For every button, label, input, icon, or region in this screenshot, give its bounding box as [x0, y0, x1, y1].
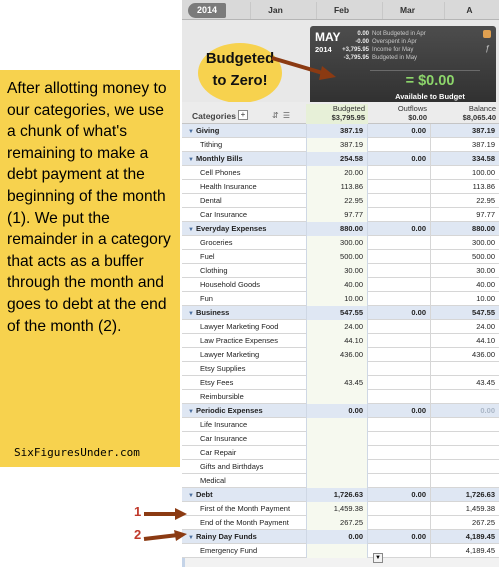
budgeted-column-header: Budgeted $3,795.95 — [306, 104, 368, 124]
outflows-cell — [368, 502, 430, 516]
budgeted-cell[interactable] — [306, 544, 368, 558]
balance-cell — [430, 460, 499, 474]
category-row[interactable] — [182, 138, 499, 152]
summary-line: +3,795.95 Income for May — [342, 47, 414, 53]
dropdown-toggle-icon[interactable]: ▼ — [373, 553, 383, 563]
category-group-row[interactable] — [182, 530, 499, 544]
category-name[interactable]: Emergency Fund — [200, 546, 258, 555]
category-name[interactable]: Car Repair — [200, 448, 237, 457]
category-row[interactable] — [182, 446, 499, 460]
category-name[interactable]: First of the Month Payment — [200, 504, 291, 513]
category-row[interactable] — [182, 250, 499, 264]
outflows-cell — [368, 446, 430, 460]
outflows-cell — [368, 194, 430, 208]
outflows-cell — [368, 320, 430, 334]
collapse-triangle-icon[interactable]: ▼ — [188, 157, 194, 163]
balance-cell: 500.00 — [430, 250, 499, 264]
balance-cell: 387.19 — [430, 138, 499, 152]
balance-cell: 43.45 — [430, 376, 499, 390]
summary-month: MAY — [315, 30, 341, 44]
category-row[interactable] — [182, 362, 499, 376]
balance-cell — [430, 418, 499, 432]
collapse-triangle-icon[interactable]: ▼ — [188, 409, 194, 415]
outflows-cell — [368, 292, 430, 306]
add-category-button[interactable]: + — [238, 110, 248, 120]
balance-cell: 880.00 — [430, 222, 499, 236]
summary-line: -0.00 Overspent in Apr — [355, 39, 417, 45]
budgeted-cell[interactable]: 387.19 — [306, 124, 368, 138]
outflows-cell: 0.00 — [411, 126, 426, 135]
budgeted-cell[interactable]: 113.86 — [306, 180, 368, 194]
budgeted-cell[interactable]: 10.00 — [306, 292, 368, 306]
category-row[interactable] — [182, 180, 499, 194]
budgeted-cell[interactable]: 500.00 — [306, 250, 368, 264]
outflows-cell — [368, 138, 430, 152]
balance-cell: 30.00 — [430, 264, 499, 278]
category-name[interactable]: Fuel — [200, 252, 215, 261]
category-name[interactable]: Law Practice Expenses — [200, 336, 278, 345]
budgeted-cell[interactable]: 254.58 — [306, 152, 368, 166]
outflows-cell — [368, 236, 430, 250]
outflows-cell — [368, 166, 430, 180]
category-group-row[interactable] — [182, 124, 499, 138]
budgeted-cell[interactable] — [306, 362, 368, 376]
balance-cell — [430, 474, 499, 488]
category-row[interactable] — [182, 348, 499, 362]
month-tab-feb[interactable]: Feb — [316, 2, 366, 19]
category-row[interactable] — [182, 334, 499, 348]
flag-icon[interactable] — [483, 30, 491, 38]
outflows-cell — [368, 376, 430, 390]
budgeted-cell[interactable]: 267.25 — [306, 516, 368, 530]
marker-arrow-icon — [142, 507, 188, 521]
category-group-row[interactable] — [182, 488, 499, 502]
collapse-triangle-icon[interactable]: ▼ — [188, 129, 194, 135]
category-name[interactable]: ▼ Debt — [188, 490, 213, 499]
category-name[interactable]: Reimbursible — [200, 392, 244, 401]
balance-column-header: Balance $8,065.40 — [462, 104, 496, 122]
site-credit: SixFiguresUnder.com — [14, 446, 140, 459]
balance-cell: 97.77 — [430, 208, 499, 222]
budgeted-cell[interactable]: 0.00 — [306, 530, 368, 544]
budgeted-cell[interactable]: 1,726.63 — [306, 488, 368, 502]
month-tab-apr[interactable]: A — [444, 2, 494, 19]
category-row[interactable] — [182, 194, 499, 208]
categories-header[interactable]: Categories — [192, 111, 236, 121]
balance-cell: 100.00 — [430, 166, 499, 180]
category-name[interactable]: Dental — [200, 196, 222, 205]
category-name[interactable]: Lawyer Marketing — [200, 350, 260, 359]
category-group-row[interactable] — [182, 306, 499, 320]
balance-cell — [430, 432, 499, 446]
category-name[interactable]: Household Goods — [200, 280, 261, 289]
category-name[interactable]: Medical — [200, 476, 226, 485]
budgeted-cell[interactable]: 20.00 — [306, 166, 368, 180]
collapse-triangle-icon[interactable]: ▼ — [188, 311, 194, 317]
budgeted-cell[interactable]: 547.55 — [306, 306, 368, 320]
callout-text: Budgeted to Zero! — [205, 51, 275, 89]
budgeted-cell[interactable]: 97.77 — [306, 208, 368, 222]
category-name[interactable]: Gifts and Birthdays — [200, 462, 264, 471]
category-name[interactable]: ▼ Rainy Day Funds — [188, 532, 257, 541]
category-name[interactable]: Fun — [200, 294, 213, 303]
month-tab-jan[interactable]: Jan — [250, 2, 300, 19]
collapse-triangle-icon[interactable]: ▼ — [188, 493, 194, 499]
balance-cell — [430, 362, 499, 376]
budgeted-cell[interactable]: 30.00 — [306, 264, 368, 278]
outflows-cell — [368, 264, 430, 278]
category-row[interactable] — [182, 516, 499, 530]
budgeted-cell[interactable]: 43.45 — [306, 376, 368, 390]
summary-year: 2014 — [315, 45, 332, 54]
balance-cell: 113.86 — [430, 180, 499, 194]
outflows-cell — [368, 516, 430, 530]
category-name[interactable]: Car Insurance — [200, 434, 248, 443]
balance-cell: 44.10 — [430, 334, 499, 348]
balance-cell: 4,189.45 — [430, 544, 499, 558]
category-name[interactable]: Etsy Supplies — [200, 364, 246, 373]
month-bar — [182, 0, 499, 20]
balance-cell — [430, 446, 499, 460]
budgeted-cell[interactable]: 387.19 — [306, 138, 368, 152]
outflows-cell: 0.00 — [411, 224, 426, 233]
budgeted-cell[interactable]: 880.00 — [306, 222, 368, 236]
category-row[interactable] — [182, 208, 499, 222]
category-name[interactable]: ▼ Monthly Bills — [188, 154, 243, 163]
collapse-triangle-icon[interactable]: ▼ — [188, 535, 194, 541]
category-group-row[interactable] — [182, 152, 499, 166]
budgeted-cell[interactable] — [306, 460, 368, 474]
category-name[interactable]: Cell Phones — [200, 168, 241, 177]
category-row[interactable] — [182, 460, 499, 474]
balance-cell: 1,459.38 — [430, 502, 499, 516]
outflows-cell: 0.00 — [411, 308, 426, 317]
column-header — [182, 102, 499, 124]
budgeted-cell[interactable] — [306, 474, 368, 488]
category-row[interactable] — [182, 544, 499, 558]
available-to-budget-label: Available to Budget — [395, 92, 465, 101]
outflows-cell: 0.00 — [411, 490, 426, 499]
balance-cell: 267.25 — [430, 516, 499, 530]
category-row[interactable] — [182, 376, 499, 390]
outflows-cell — [368, 250, 430, 264]
category-name[interactable]: Etsy Fees — [200, 378, 234, 387]
budgeted-cell[interactable] — [306, 432, 368, 446]
budgeted-cell[interactable] — [306, 446, 368, 460]
balance-cell: 40.00 — [430, 278, 499, 292]
category-group-row[interactable] — [182, 404, 499, 418]
category-group-row[interactable] — [182, 222, 499, 236]
category-row[interactable] — [182, 320, 499, 334]
budgeted-cell[interactable]: 1,459.38 — [306, 502, 368, 516]
outflows-cell — [368, 474, 430, 488]
category-name[interactable]: ▼ Giving — [188, 126, 220, 135]
budgeted-cell[interactable]: 44.10 — [306, 334, 368, 348]
category-name[interactable]: Clothing — [200, 266, 228, 275]
callout-arrow-icon — [270, 52, 350, 82]
balance-cell: 24.00 — [430, 320, 499, 334]
outflows-cell — [368, 180, 430, 194]
outflows-cell — [368, 208, 430, 222]
month-tab-mar[interactable]: Mar — [382, 2, 432, 19]
marker-arrow-icon — [142, 530, 188, 544]
balance-cell: 547.55 — [430, 306, 499, 320]
outflows-cell — [368, 278, 430, 292]
annotation-panel — [0, 70, 180, 467]
year-tab[interactable]: 2014 — [188, 3, 226, 18]
balance-cell: 436.00 — [430, 348, 499, 362]
category-row[interactable] — [182, 390, 499, 404]
balance-cell: 4,189.45 — [430, 530, 499, 544]
category-name[interactable]: ▼ Periodic Expenses — [188, 406, 263, 415]
category-name[interactable]: Groceries — [200, 238, 233, 247]
budgeted-cell[interactable]: 300.00 — [306, 236, 368, 250]
outflows-cell — [368, 362, 430, 376]
category-row[interactable] — [182, 432, 499, 446]
balance-cell: 0.00 — [430, 404, 499, 418]
outflows-cell — [368, 348, 430, 362]
outflows-cell — [368, 418, 430, 432]
expand-collapse-icon[interactable]: ⇵ ☰ — [272, 111, 292, 120]
budgeted-cell[interactable]: 24.00 — [306, 320, 368, 334]
outflows-column-header: Outflows $0.00 — [397, 104, 427, 122]
available-to-budget-amount: = $0.00 — [405, 73, 455, 89]
budgeted-cell[interactable] — [306, 418, 368, 432]
budgeted-cell[interactable]: 0.00 — [306, 404, 368, 418]
outflows-cell — [368, 432, 430, 446]
category-row[interactable] — [182, 264, 499, 278]
category-row[interactable] — [182, 166, 499, 180]
category-row[interactable] — [182, 418, 499, 432]
balance-cell — [430, 390, 499, 404]
category-name[interactable]: Car Insurance — [200, 210, 248, 219]
budgeted-cell[interactable]: 40.00 — [306, 278, 368, 292]
category-name[interactable]: ▼ Business — [188, 308, 230, 317]
outflows-cell — [368, 390, 430, 404]
category-name[interactable]: Lawyer Marketing Food — [200, 322, 279, 331]
category-row[interactable] — [182, 502, 499, 516]
balance-cell: 387.19 — [430, 124, 499, 138]
category-row[interactable] — [182, 292, 499, 306]
balance-cell: 334.58 — [430, 152, 499, 166]
summary-divider — [370, 70, 480, 71]
category-table — [182, 124, 499, 558]
category-name[interactable]: Life Insurance — [200, 420, 248, 429]
outflows-cell: 0.00 — [411, 532, 426, 541]
category-name[interactable]: End of the Month Payment — [200, 518, 289, 527]
balance-cell: 10.00 — [430, 292, 499, 306]
balance-cell: 300.00 — [430, 236, 499, 250]
balance-cell: 1,726.63 — [430, 488, 499, 502]
category-row[interactable] — [182, 278, 499, 292]
summary-line: -3,795.95 Budgeted in May — [343, 55, 418, 61]
budgeted-cell[interactable] — [306, 390, 368, 404]
category-name[interactable]: Health Insurance — [200, 182, 257, 191]
budgeted-cell[interactable]: 22.95 — [306, 194, 368, 208]
balance-cell: 22.95 — [430, 194, 499, 208]
outflows-cell — [368, 334, 430, 348]
outflows-cell — [368, 460, 430, 474]
category-row[interactable] — [182, 474, 499, 488]
annotation-text: After allotting money to our categories, we use a chunk of what's remaining to make a debt payment at the beginning of the month (1). We put the remainder in a category that acts as a buffer through the month and goes to debt at the end of the month (2). — [7, 80, 171, 335]
marker-2: 2 — [134, 527, 142, 542]
outflows-cell: 0.00 — [411, 154, 426, 163]
budgeted-cell[interactable]: 436.00 — [306, 348, 368, 362]
outflows-cell: 0.00 — [411, 406, 426, 415]
category-name[interactable]: Tithing — [200, 140, 223, 149]
category-row[interactable] — [182, 236, 499, 250]
summary-line: 0.00 Not Budgeted in Apr — [357, 31, 426, 37]
category-name[interactable]: ▼ Everyday Expenses — [188, 224, 267, 233]
marker-1: 1 — [134, 504, 142, 519]
collapse-triangle-icon[interactable]: ▼ — [188, 227, 194, 233]
pin-icon[interactable]: ƒ — [485, 44, 490, 53]
